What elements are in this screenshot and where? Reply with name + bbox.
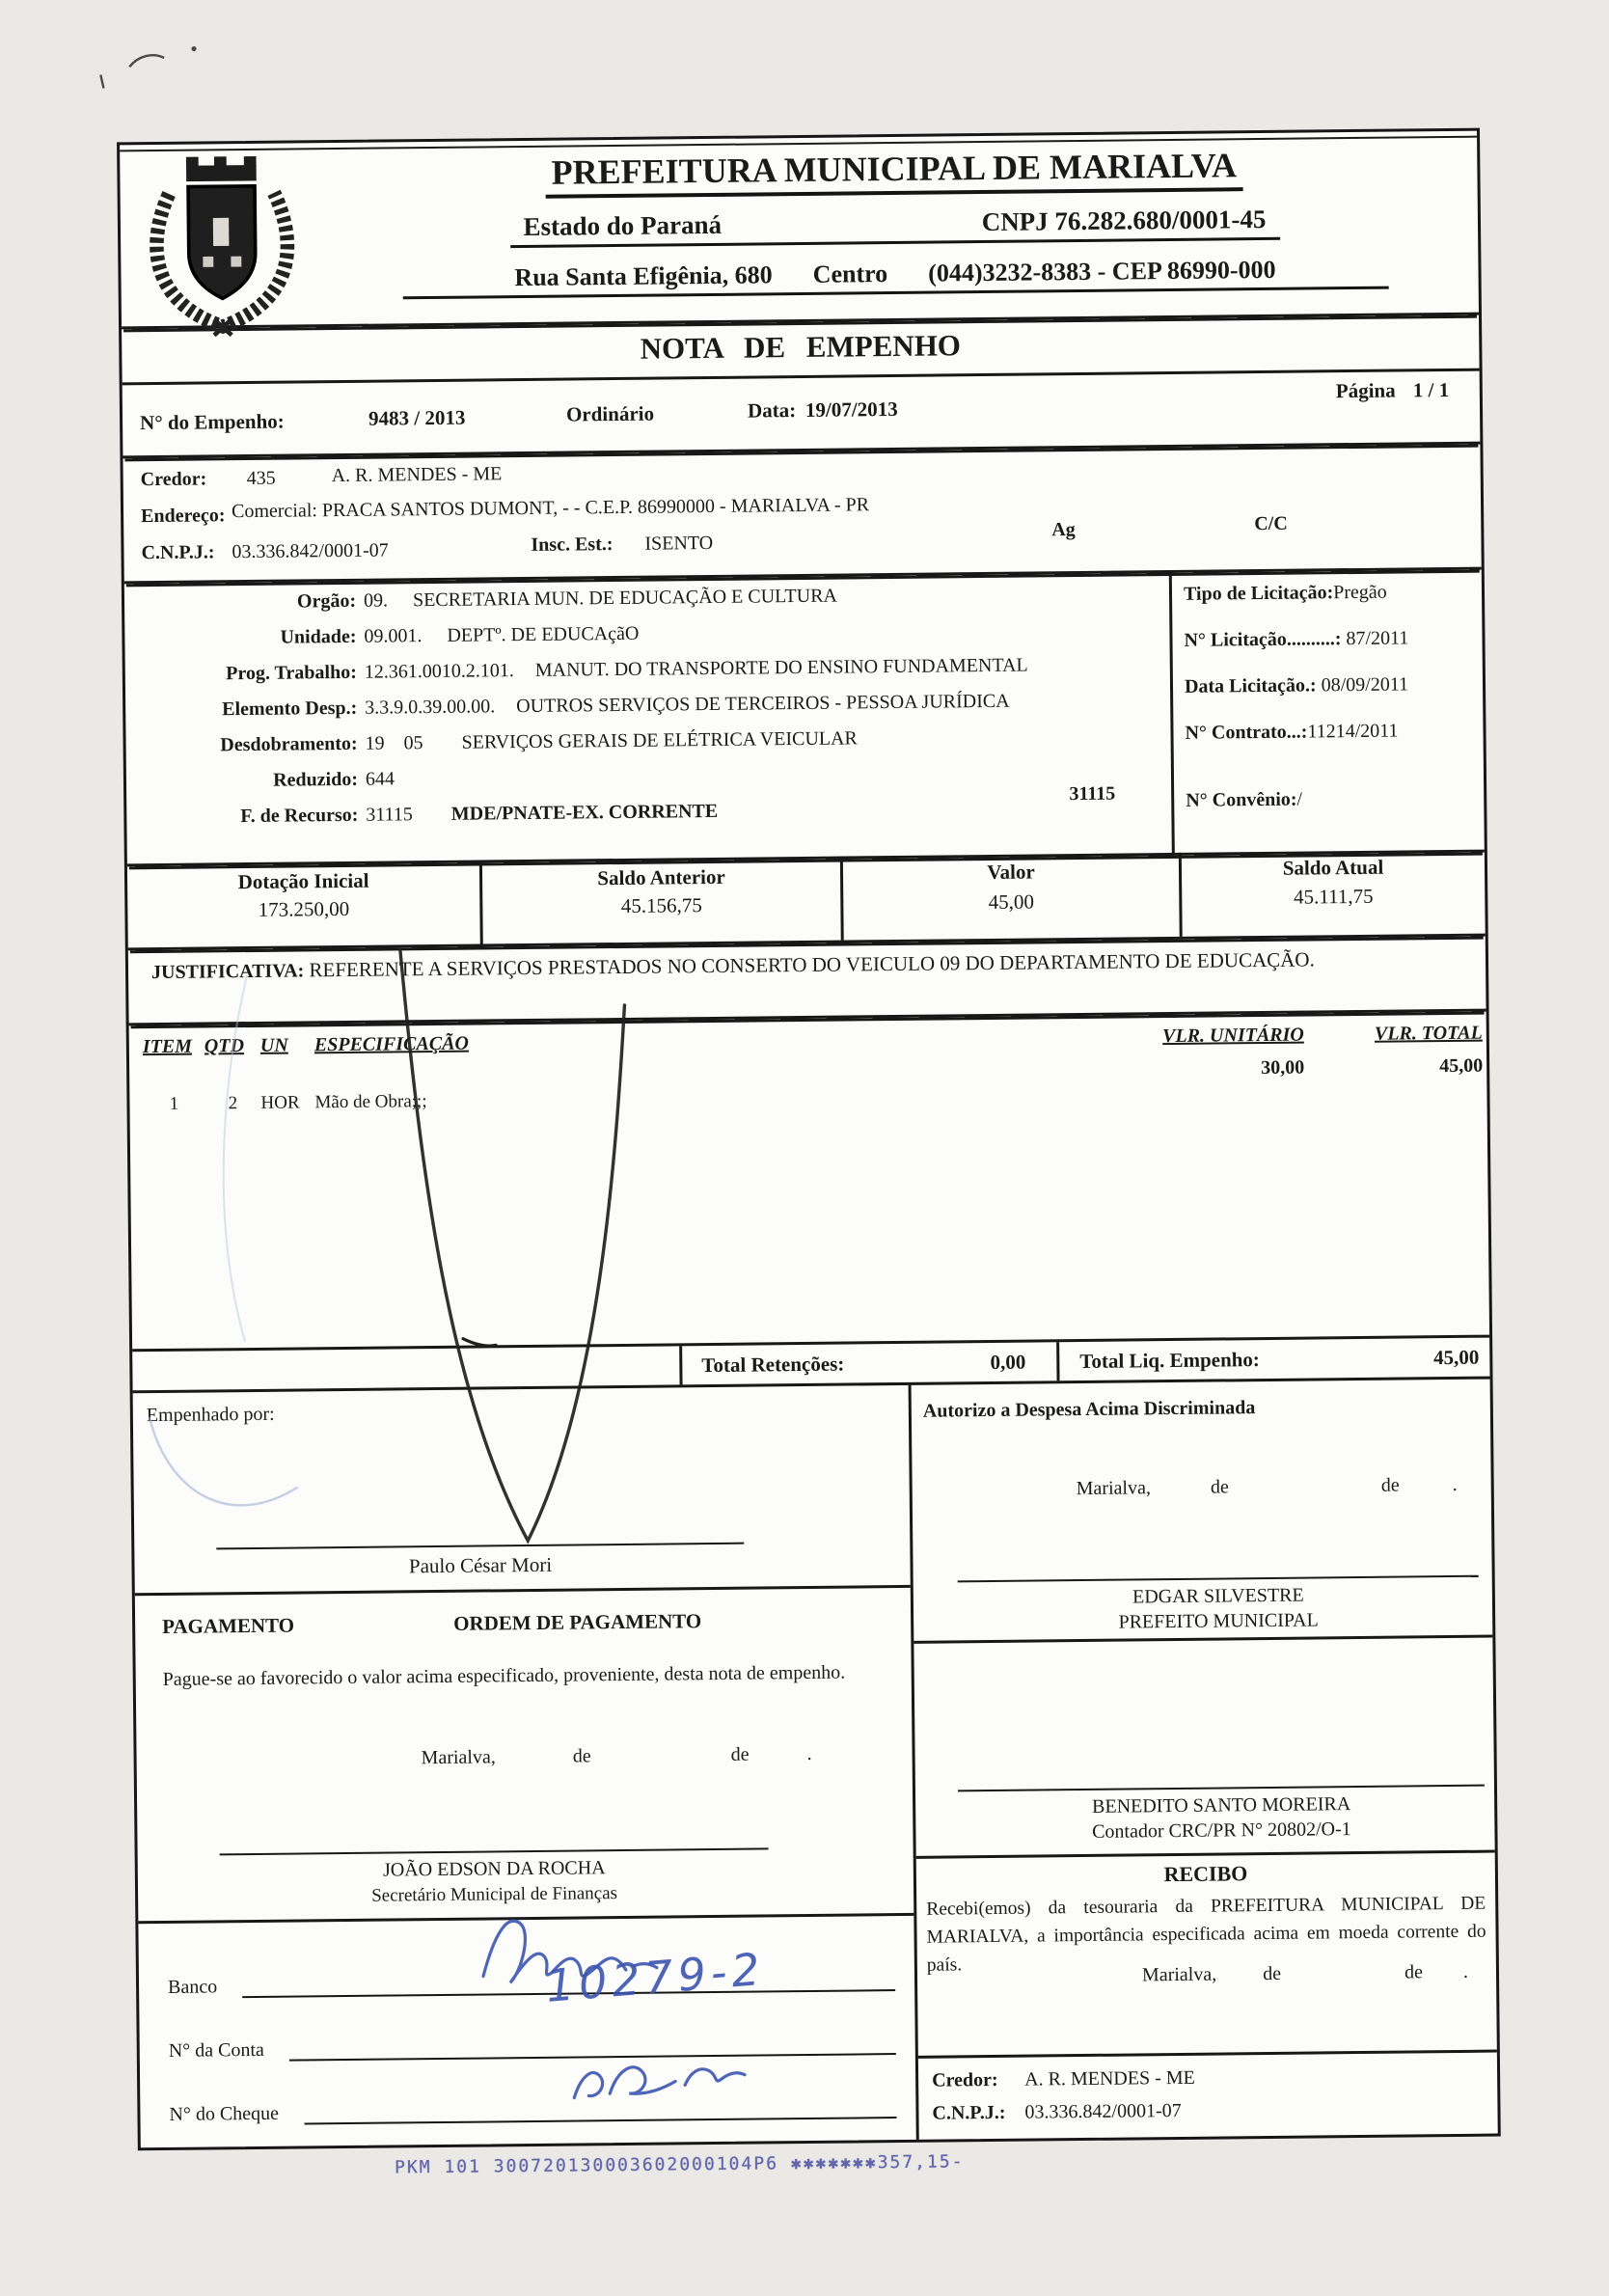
crown bbox=[186, 165, 257, 181]
handwritten-account-number: 10279-2 bbox=[543, 1942, 767, 2012]
account-number-label: N° da Conta bbox=[168, 2038, 264, 2062]
item-qty: 2 bbox=[228, 1093, 238, 1114]
items-header-row bbox=[129, 1023, 1486, 1059]
empenho-number: 9483 / 2013 bbox=[368, 405, 466, 430]
payment-title: PAGAMENTO bbox=[162, 1613, 295, 1638]
period: . bbox=[806, 1742, 812, 1765]
cnpj-label: CNPJ 76.282.680/0001-45 bbox=[981, 204, 1267, 237]
unit-col-header: UN bbox=[259, 1034, 288, 1056]
row-label: Prog. Trabalho: bbox=[226, 661, 357, 685]
corner-pen-tick bbox=[100, 75, 103, 89]
signer-name: JOÃO EDSON DA ROCHA bbox=[382, 1857, 606, 1881]
col-value: 173.250,00 bbox=[258, 896, 350, 921]
creditor-code: 435 bbox=[246, 467, 276, 490]
justification-text: REFERENTE A SERVIÇOS PRESTADOS NO CONSERTO DO VEICULO 09 DO DEPARTAMENTO DE EDUCAÇÃO. bbox=[309, 947, 1315, 982]
bid-type-label: Tipo de Licitação: bbox=[1183, 582, 1334, 605]
de: de bbox=[572, 1745, 591, 1767]
justification-label: JUSTIFICATIVA: bbox=[150, 960, 305, 984]
allocation-col bbox=[1182, 850, 1486, 937]
resource-code-right: 31115 bbox=[1069, 782, 1116, 806]
creditor-name: A. R. MENDES - ME bbox=[331, 463, 503, 487]
city-date-line bbox=[1134, 1961, 1468, 1987]
state-label: Estado do Paraná bbox=[523, 209, 723, 241]
cnpj-value: 03.336.842/0001-07 bbox=[1024, 2099, 1182, 2123]
coat-of-arms-logo bbox=[133, 147, 311, 338]
allocation-col bbox=[482, 857, 844, 944]
signature-line bbox=[216, 1543, 744, 1550]
row-label: Reduzido: bbox=[273, 768, 359, 791]
corner-pen-dot bbox=[191, 46, 196, 51]
right-column bbox=[909, 1380, 1498, 2140]
item-col-header: ITEM bbox=[142, 1035, 193, 1058]
retentions-label: Total Retenções: bbox=[701, 1352, 845, 1378]
phone-cep: (044)3232-8383 - CEP 86990-000 bbox=[928, 255, 1276, 287]
account-fill-line bbox=[289, 2053, 896, 2062]
agreement-value: / bbox=[1296, 788, 1303, 810]
cnpj-label: C.N.P.J.: bbox=[932, 2101, 1006, 2124]
creditor-value: A. R. MENDES - ME bbox=[1024, 2066, 1195, 2091]
row-code: 09. bbox=[363, 589, 389, 612]
de: de bbox=[1380, 1474, 1400, 1496]
period: . bbox=[1452, 1473, 1458, 1495]
de: de bbox=[730, 1743, 750, 1765]
city-date-line bbox=[1077, 1474, 1458, 1500]
payment-order-title: ORDEM DE PAGAMENTO bbox=[453, 1609, 702, 1635]
row-desc: MDE/PNATE-EX. CORRENTE bbox=[450, 800, 719, 825]
row-code: 12.361.0010.2.101. bbox=[364, 660, 514, 683]
nota-de-empenho-document bbox=[117, 128, 1501, 2151]
agency-label: Ag bbox=[1051, 519, 1076, 541]
payment-text: Pague-se ao favorecido o valor acima especificado, proveniente, desta nota de empenho. bbox=[162, 1661, 846, 1690]
city: Marialva, bbox=[1141, 1963, 1217, 1986]
col-value: 45,00 bbox=[988, 889, 1035, 914]
city-date-line bbox=[421, 1743, 811, 1769]
signer-role: Contador CRC/PR N° 20802/O-1 bbox=[1092, 1818, 1351, 1843]
creditor-label: Credor: bbox=[932, 2068, 998, 2091]
accountant-box bbox=[914, 1638, 1494, 1859]
items-table bbox=[129, 1009, 1489, 1350]
bank-label: Banco bbox=[167, 1976, 218, 1998]
col-header: Dotação Inicial bbox=[237, 868, 369, 894]
final-creditor-box bbox=[918, 2053, 1498, 2140]
bidding-info-panel bbox=[1169, 567, 1482, 853]
row-label: Orgão: bbox=[296, 589, 357, 613]
totals-divider bbox=[1056, 1342, 1059, 1380]
contract-value: 11214/2011 bbox=[1307, 720, 1399, 743]
receipt-title: RECIBO bbox=[1163, 1861, 1248, 1887]
allocation-col bbox=[843, 853, 1183, 941]
receipt-box bbox=[916, 1853, 1497, 2059]
row-code: 09.001. bbox=[364, 625, 423, 647]
signer-name: EDGAR SILVESTRE bbox=[1132, 1584, 1304, 1608]
agreement-label: N° Convênio: bbox=[1186, 788, 1297, 811]
contract-row bbox=[1185, 720, 1480, 769]
row-label: Desdobramento: bbox=[220, 732, 358, 756]
contract-label: N° Contrato...: bbox=[1185, 721, 1308, 744]
signer-name: Paulo César Mori bbox=[408, 1552, 553, 1578]
page-value: 1 / 1 bbox=[1412, 377, 1450, 402]
empenho-label: N° do Empenho: bbox=[139, 409, 285, 435]
document-header bbox=[120, 131, 1479, 330]
item-un: HOR bbox=[260, 1092, 300, 1113]
row-label: Elemento Desp.: bbox=[222, 697, 358, 721]
row-label: Unidade: bbox=[280, 625, 357, 648]
corner-pen-mark bbox=[129, 55, 164, 67]
creditor-block bbox=[123, 442, 1481, 585]
item-spec: Mão de Obra;;; bbox=[314, 1091, 427, 1113]
authorize-title: Autorizo a Despesa Acima Discriminada bbox=[922, 1397, 1256, 1422]
state-cnpj-row bbox=[509, 205, 1279, 248]
city: Marialva, bbox=[421, 1746, 496, 1769]
spec-col-header: ESPECIFICAÇÃO bbox=[314, 1032, 470, 1056]
bid-type-value: Pregão bbox=[1333, 581, 1387, 604]
cnpj-label: C.N.P.J.: bbox=[141, 541, 215, 564]
col-header: Valor bbox=[987, 860, 1035, 885]
bank-row bbox=[168, 1945, 895, 1999]
row-code: 19 05 bbox=[365, 732, 423, 754]
header-text-block bbox=[322, 143, 1467, 300]
row-desc: SECRETARIA MUN. DE EDUCAÇÃO E CULTURA bbox=[412, 585, 838, 612]
de: de bbox=[1263, 1962, 1282, 1985]
signer-name: BENEDITO SANTO MOREIRA bbox=[1091, 1793, 1351, 1818]
net-total-label: Total Liq. Empenho: bbox=[1079, 1348, 1260, 1374]
bid-date-value: 08/09/2011 bbox=[1321, 673, 1409, 697]
date-value: 19/07/2013 bbox=[804, 396, 898, 422]
cheque-row bbox=[169, 2072, 896, 2126]
row-desc: SERVIÇOS GERAIS DE ELÉTRICA VEICULAR bbox=[461, 727, 858, 753]
bid-number-value: 87/2011 bbox=[1346, 627, 1409, 650]
de: de bbox=[1404, 1961, 1424, 1983]
street-address: Rua Santa Efigênia, 680 bbox=[514, 260, 773, 292]
signature-line bbox=[958, 1575, 1479, 1583]
signer-role: PREFEITO MUNICIPAL bbox=[1118, 1609, 1319, 1633]
qty-col-header: QTD bbox=[204, 1035, 245, 1057]
item-number: 1 bbox=[169, 1093, 179, 1114]
account-row bbox=[168, 2009, 895, 2063]
period: . bbox=[1462, 1960, 1469, 1982]
doc-title: NOTA DE EMPENHO bbox=[640, 328, 962, 366]
cnpj-value: 03.336.842/0001-07 bbox=[232, 539, 389, 563]
date-label: Data: bbox=[747, 398, 797, 423]
col-header: Saldo Atual bbox=[1282, 855, 1384, 880]
row-code: 3.3.9.0.39.00.00. bbox=[365, 696, 496, 719]
cheque-fill-line bbox=[304, 2117, 896, 2124]
committed-by-label: Empenhado por: bbox=[146, 1403, 275, 1427]
receipt-text: Recebi(emos) da tesouraria da PREFEITURA MUNICIPAL DE MARIALVA, a importância especificada acima em moeda corrente do país. bbox=[926, 1893, 1486, 1976]
row-desc: MANUT. DO TRANSPORTE DO ENSINO FUNDAMENTAL bbox=[534, 654, 1028, 681]
left-column bbox=[133, 1385, 916, 2147]
city: Marialva, bbox=[1076, 1477, 1152, 1500]
col-value: 45.156,75 bbox=[620, 893, 702, 917]
dot-matrix-validation-line: PKM 101 300720130003602000104P6 ✱✱✱✱✱✱✱357,15- bbox=[394, 2151, 965, 2178]
row-desc: DEPTº. DE EDUCAçãO bbox=[447, 622, 640, 646]
allocation-col bbox=[127, 860, 483, 947]
row-code: 644 bbox=[365, 768, 395, 790]
total-col-header: VLR. TOTAL bbox=[1374, 1022, 1483, 1045]
item-total: 45,00 bbox=[1439, 1054, 1484, 1078]
page-label: Página bbox=[1335, 378, 1396, 403]
de: de bbox=[1210, 1476, 1229, 1498]
empenho-type: Ordinário bbox=[565, 401, 655, 426]
bid-number-row bbox=[1184, 627, 1479, 676]
net-total-value: 45,00 bbox=[1432, 1345, 1480, 1370]
state-reg-label: Insc. Est.: bbox=[531, 533, 614, 556]
unit-price-col-header: VLR. UNITÁRIO bbox=[1161, 1024, 1304, 1048]
item-unit-price: 30,00 bbox=[1261, 1056, 1305, 1080]
account-label: C/C bbox=[1254, 512, 1288, 535]
payment-order-box bbox=[135, 1588, 914, 1924]
col-value: 45.111,75 bbox=[1293, 884, 1374, 909]
retentions-value: 0,00 bbox=[990, 1350, 1026, 1374]
signature-grid bbox=[133, 1380, 1498, 2148]
committed-by-box bbox=[133, 1385, 911, 1596]
bid-number-label: N° Licitação..........: bbox=[1184, 628, 1342, 651]
municipality-title: PREFEITURA MUNICIPAL DE MARIALVA bbox=[545, 145, 1242, 199]
budget-left bbox=[124, 582, 1169, 842]
authorize-box bbox=[912, 1380, 1493, 1644]
cheque-number-label: N° do Cheque bbox=[169, 2102, 280, 2125]
address-value: Comercial: PRACA SANTOS DUMONT, - - C.E.P. 86990000 - MARIALVA - PR bbox=[231, 494, 870, 523]
signature-line bbox=[958, 1785, 1485, 1792]
row-code: 31115 bbox=[366, 804, 413, 826]
address-row bbox=[402, 255, 1388, 300]
signature-line bbox=[220, 1847, 769, 1855]
state-reg-value: ISENTO bbox=[644, 532, 714, 555]
bank-box bbox=[138, 1916, 915, 2147]
agreement-row bbox=[1186, 787, 1481, 836]
row-desc: OUTROS SERVIÇOS DE TERCEIROS - PESSOA JURÍDICA bbox=[516, 690, 1010, 718]
bid-date-label: Data Licitação.: bbox=[1184, 674, 1317, 697]
address-label: Endereço: bbox=[140, 505, 226, 528]
signer-role: Secretário Municipal de Finanças bbox=[371, 1883, 618, 1906]
col-header: Saldo Anterior bbox=[597, 864, 725, 890]
bid-type-row bbox=[1184, 581, 1479, 630]
totals-divider bbox=[679, 1346, 682, 1384]
bid-date-row bbox=[1185, 673, 1480, 723]
creditor-label: Credor: bbox=[140, 468, 207, 491]
bank-fill-line bbox=[242, 1989, 895, 1998]
row-label: F. de Recurso: bbox=[240, 804, 359, 828]
budget-section bbox=[124, 567, 1485, 867]
district: Centro bbox=[812, 260, 888, 288]
